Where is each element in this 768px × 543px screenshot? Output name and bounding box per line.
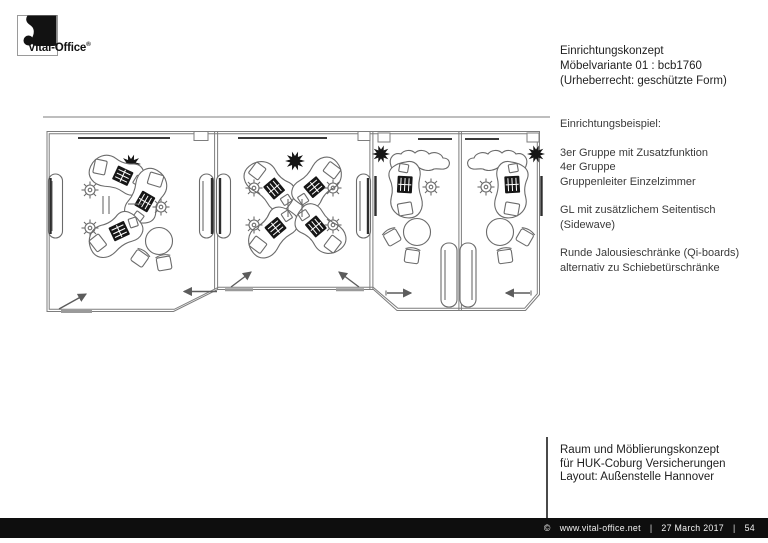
- logo-mark-icon: [17, 15, 63, 61]
- footer-bar: [0, 518, 768, 538]
- cabinet-icon: [217, 174, 231, 238]
- legend-line: 4er Gruppe: [560, 161, 616, 173]
- desk-icon: [289, 198, 352, 261]
- round-table: [404, 219, 431, 246]
- wall-notch: [358, 132, 370, 141]
- desk-icon: [388, 161, 422, 218]
- plant-icon: [372, 145, 390, 162]
- door-arrow-icon: [231, 272, 251, 287]
- room-4-gruppenleiter: [460, 133, 545, 307]
- brand-name: Vital-Office®: [28, 41, 91, 54]
- visitor-chair-icon: [155, 254, 172, 272]
- office-chair-icon: [82, 182, 99, 199]
- variant-line: Möbelvariante 01 : bcb1760: [560, 60, 702, 72]
- legend-block: [560, 117, 739, 275]
- footer-separator: |: [733, 523, 736, 533]
- concept-title: Einrichtungskonzept: [560, 45, 664, 57]
- project-line: für HUK-Coburg Versicherungen: [560, 457, 726, 470]
- legend-line: GL mit zusätzlichem Seitentisch: [560, 204, 716, 216]
- project-line: Raum und Möblierungskonzept: [560, 444, 720, 456]
- registered-mark: ®: [86, 41, 91, 48]
- floor-plan-drawing: [30, 108, 552, 326]
- room-3-gruppenleiter: [372, 133, 457, 307]
- door-arrow-icon: [339, 272, 359, 287]
- legend-heading: Einrichtungsbeispiel:: [560, 118, 661, 130]
- project-line: Layout: Außenstelle Hannover: [560, 471, 715, 483]
- plant-icon: [285, 152, 305, 171]
- office-chair-icon: [246, 217, 263, 234]
- copyright-line: (Urheberrecht: geschützte Form): [560, 75, 727, 87]
- wall-notch: [378, 133, 390, 142]
- room-2-4er-gruppe: [217, 138, 371, 290]
- office-chair-icon: [82, 220, 99, 237]
- visitor-chair-icon: [130, 247, 151, 268]
- copyright-symbol: ©: [543, 523, 551, 533]
- legend-line: alternativ zu Schiebetürschränke: [560, 261, 720, 274]
- round-table: [146, 228, 173, 255]
- footer-date: 27 March 2017: [661, 523, 725, 533]
- project-block-rule: [546, 437, 548, 518]
- wall-notch: [194, 132, 208, 141]
- project-block: [560, 444, 726, 485]
- desk-icon: [241, 201, 304, 264]
- footer-page-number: 54: [744, 523, 755, 533]
- office-chair-icon: [423, 179, 440, 196]
- header-block: [560, 44, 727, 89]
- room-1-3er-gruppe: [49, 138, 218, 312]
- footer-separator: |: [649, 523, 653, 533]
- visitor-chair-icon: [381, 226, 402, 247]
- office-chair-icon: [153, 199, 170, 216]
- door-arrow-icon: [59, 294, 86, 309]
- footer-url: www.vital-office.net: [559, 523, 641, 533]
- visitor-chair-icon: [404, 247, 421, 264]
- legend-line: (Sidewave): [560, 218, 616, 231]
- legend-line: Gruppenleiter Einzelzimmer: [560, 175, 696, 188]
- legend-line: Runde Jalousieschränke (Qi-boards): [560, 247, 740, 259]
- legend-line: 3er Gruppe mit Zusatzfunktion: [560, 146, 708, 159]
